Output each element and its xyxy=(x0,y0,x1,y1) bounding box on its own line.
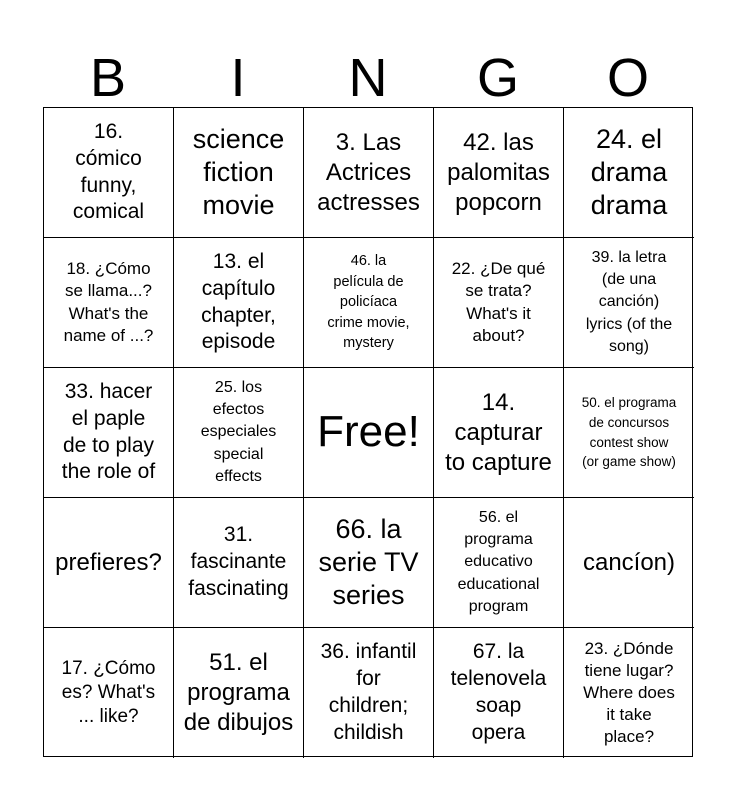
header-letter-g: G xyxy=(476,48,519,108)
bingo-cell xyxy=(44,368,174,498)
cell-text: 16. cómico funny, comical xyxy=(72,119,145,224)
bingo-cell xyxy=(304,498,434,628)
cell-text: 14. capturar to capture xyxy=(445,388,552,476)
bingo-cell xyxy=(174,628,304,758)
bingo-cell xyxy=(434,368,564,498)
bingo-cell xyxy=(44,238,174,368)
bingo-cell xyxy=(434,238,564,368)
bingo-cell xyxy=(564,628,694,758)
cell-text: 66. la serie TV series xyxy=(318,514,419,610)
cell-text: 46. la película de policíaca crime movie, mystery xyxy=(327,253,410,352)
free-space: Free! xyxy=(317,407,420,457)
bingo-header xyxy=(43,40,693,108)
bingo-cell xyxy=(174,238,304,368)
bingo-cell xyxy=(174,108,304,238)
cell-text: cancíon) xyxy=(582,548,676,576)
cell-text: 18. ¿Cómo se llama...? What's the name of ...? xyxy=(63,259,154,345)
bingo-cell xyxy=(564,368,694,498)
cell-text: 42. las palomitas popcorn xyxy=(447,128,550,216)
cell-text: 24. el drama drama xyxy=(590,124,668,220)
cell-text: 22. ¿De qué se trata? What's it about? xyxy=(451,259,546,345)
cell-text: 39. la letra (de una canción) lyrics (of the song) xyxy=(585,249,673,355)
bingo-cell xyxy=(564,498,694,628)
cell-text: 31. fascinante fascinating xyxy=(188,523,289,600)
bingo-cell xyxy=(434,108,564,238)
bingo-cell xyxy=(434,628,564,758)
cell-text: science fiction movie xyxy=(192,124,285,220)
cell-text: prefieres? xyxy=(55,548,162,576)
bingo-cell xyxy=(44,108,174,238)
cell-text: 33. hacer el paple de to play the role of xyxy=(61,379,156,484)
bingo-cell xyxy=(304,238,434,368)
cell-text: 36. infantil for children; childish xyxy=(320,640,417,744)
cell-text: 67. la telenovela soap opera xyxy=(450,640,547,744)
cell-text: 25. los efectos especiales special effects xyxy=(200,379,277,485)
bingo-cell xyxy=(434,498,564,628)
header-letter-o: O xyxy=(606,48,649,108)
bingo-cell xyxy=(564,108,694,238)
cell-text: 23. ¿Dónde tiene lugar? Where does it take place? xyxy=(583,638,675,747)
bingo-cell xyxy=(564,238,694,368)
cell-text: 13. el capítulo chapter, episode xyxy=(201,249,276,354)
header-letter-i: I xyxy=(230,48,246,108)
bingo-cell xyxy=(304,628,434,758)
bingo-cell xyxy=(304,108,434,238)
bingo-cell xyxy=(304,368,434,498)
cell-text: 56. el programa educativo educational program xyxy=(457,509,540,615)
header-letter-n: N xyxy=(348,48,388,108)
bingo-cell xyxy=(174,498,304,628)
cell-text: 50. el programa de concursos contest show (or game show) xyxy=(581,395,677,470)
cell-text: 3. Las Actrices actresses xyxy=(317,128,420,216)
cell-text: 17. ¿Cómo es? What's ... like? xyxy=(61,657,156,728)
bingo-cell xyxy=(44,498,174,628)
bingo-cell xyxy=(174,368,304,498)
bingo-cell xyxy=(44,628,174,758)
cell-text: 51. el programa de dibujos xyxy=(183,649,294,736)
header-letter-b: B xyxy=(89,48,127,108)
bingo-board xyxy=(43,107,693,757)
